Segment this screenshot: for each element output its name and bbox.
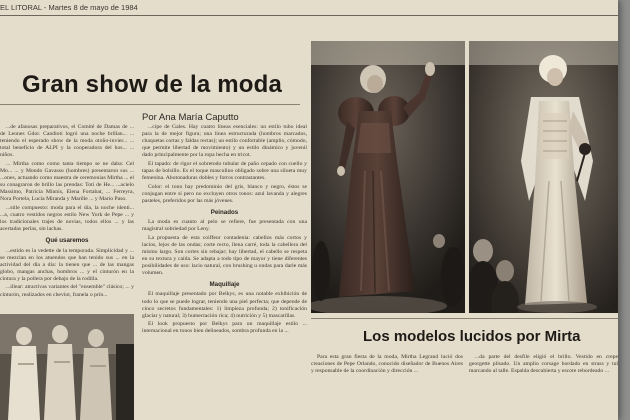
paragraph: ...da parte del desfile eligió el brillo. Vestido en crepe georgette plisado. Un amplio corsage bordado en strass y tul marcando al talle. Espalda descubierta y escote rebordeado ... xyxy=(469,354,618,375)
subheading-que-usaremos: Qué usaremos xyxy=(45,237,89,245)
article-column-1 xyxy=(0,124,134,312)
photo-caption-column-2 xyxy=(469,354,618,420)
article-column-2 xyxy=(142,124,307,420)
paragraph: ... Mirtha como como tanta tiempo se ne daba: Cel Mo... ... y Mondo Gavasso (hombres) presentaron sus ... ...ones, actuando como maestra de ceremonias Mirtha ... el su conagraron de brillo las prendas: Toti de He... ...acielo Massimo, Patricia Minnis, Elena Fortabat, ... Ferreyra, Nora Portela, Lucia Miranda y Marille ... y Mario Paso. xyxy=(0,160,134,203)
paragraph: El tapado: de rigor el sobretodo tubular de paño cepado con cuello y tapas de bolsillo. Es el toque masculino obligado sobre una silueta muy femenina. Abotonaduras dobles y forros contrastantes. xyxy=(142,160,307,182)
subheading-maquillaje: Maquillaje xyxy=(209,281,240,289)
paragraph: El look propuesto por Belkys para un maquillaje estilo ... internacional en tonos bien delineados, sombra profunda en la ... xyxy=(142,321,307,335)
caption-rule xyxy=(311,318,618,319)
photo-models-group xyxy=(0,314,134,420)
photo-model-light-gown xyxy=(469,41,618,313)
subheading-peinados: Peinados xyxy=(210,209,239,217)
paragraph: La propuesta de esta coiffeur contadenia: cabellos más cortos y lacios, lejos de las ondas; corte recto, llena carré, toda la cabellera del mismo largo. Son cortes sin rebajar; hay libertad, el cabello se respeta en su textura y caída. Se adapta a todo tipo de mayor y tiene diferentes posibilidades de uso: lacio natural, con brushing u ondas para darle más volumen. xyxy=(142,234,307,277)
article-byline: Por Ana María Caputto xyxy=(142,112,239,123)
paragraph: Para esta gran fiesta de la moda, Mirtha Legrand lució dos creaciones de Pepe Orlando, conocido diseñador de Buenos Aires y responsable de la coordinación y dirección ... xyxy=(311,354,463,375)
photo-caption-headline: Los modelos lucidos por Mirta xyxy=(363,328,581,345)
paragraph: Color: el tono hay predominio del gris, blanco y negro, éstos se conjugan entre sí pero no excluyen otros tonos: azul lavanda y alegres pasteles, preferidos por las más jóvenes. xyxy=(142,183,307,204)
paragraph: ...estido es la vedette de la temporada. Simplicidad y ... se mezclan en los atuendos que han tenido sus ... en la actividad del día a día: la tienen que ... de las mangas globo, mangas anchas, hombros ... y el cinturón en la cintura y la pollera por debajo de la rodilla. xyxy=(0,247,134,282)
photo-model-dark-gown xyxy=(311,41,465,313)
headline-rule xyxy=(0,104,300,105)
masthead-rule xyxy=(0,15,618,16)
paragraph: ...stile compuesto: moda para el día, la noche identi... ...a, cuatro vestidos negros estilo New York de Pepe ... y los tradicionales trajes de novias, todos ellos ... y las acertadas perlas, sin lachas. xyxy=(0,205,134,233)
paragraph: La moda es cuanto al pelo se refiere, fue presentada con una magistral sobriedad por Leny. xyxy=(142,219,307,233)
masthead: EL LITORAL - Martes 8 de mayo de 1984 xyxy=(0,3,138,12)
paragraph: ...cipe de Gales. Hay cuatro líneas esenciales: un estilo tubo ideal para la de mejor figura; una línea estructurada (hombros marcados, chaquetas cortas y faldas rectas); un estilo confortable (amplio, cómodo, que permite libertad de movimiento) y un estilo dinámico y juvenil dado principalmente por la ropa hecha en tricot. xyxy=(142,124,307,159)
article-headline: Gran show de la moda xyxy=(22,71,283,98)
photo-caption-column-1 xyxy=(311,354,463,420)
paragraph: ...illear: atractivas variantes del "ensemble" clásico; ... y cinturón, realizados en chevíot, franela o prín... xyxy=(0,284,134,298)
paragraph: ...de afanosas preparativos, el Comité de Damas de ... de Leones Gdor. Candioti logró una noche brillan... ... teniendo el esperado show de la moda otoño-invier... ... total beneficio de ALPI y la cooperadora del hos... ... niños. xyxy=(0,124,134,159)
paragraph: El maquillaje presentado por Belkys, es una notable exhibición de todo lo que se puede lograr, teniendo una piel perfecta; que depende de cinco secretos fundamentales: 1) limpieza profunda; 2) tonificación glaciar y natural; 3) humectación rica; 4) nutrición y 5) mascarillas. xyxy=(142,291,307,319)
